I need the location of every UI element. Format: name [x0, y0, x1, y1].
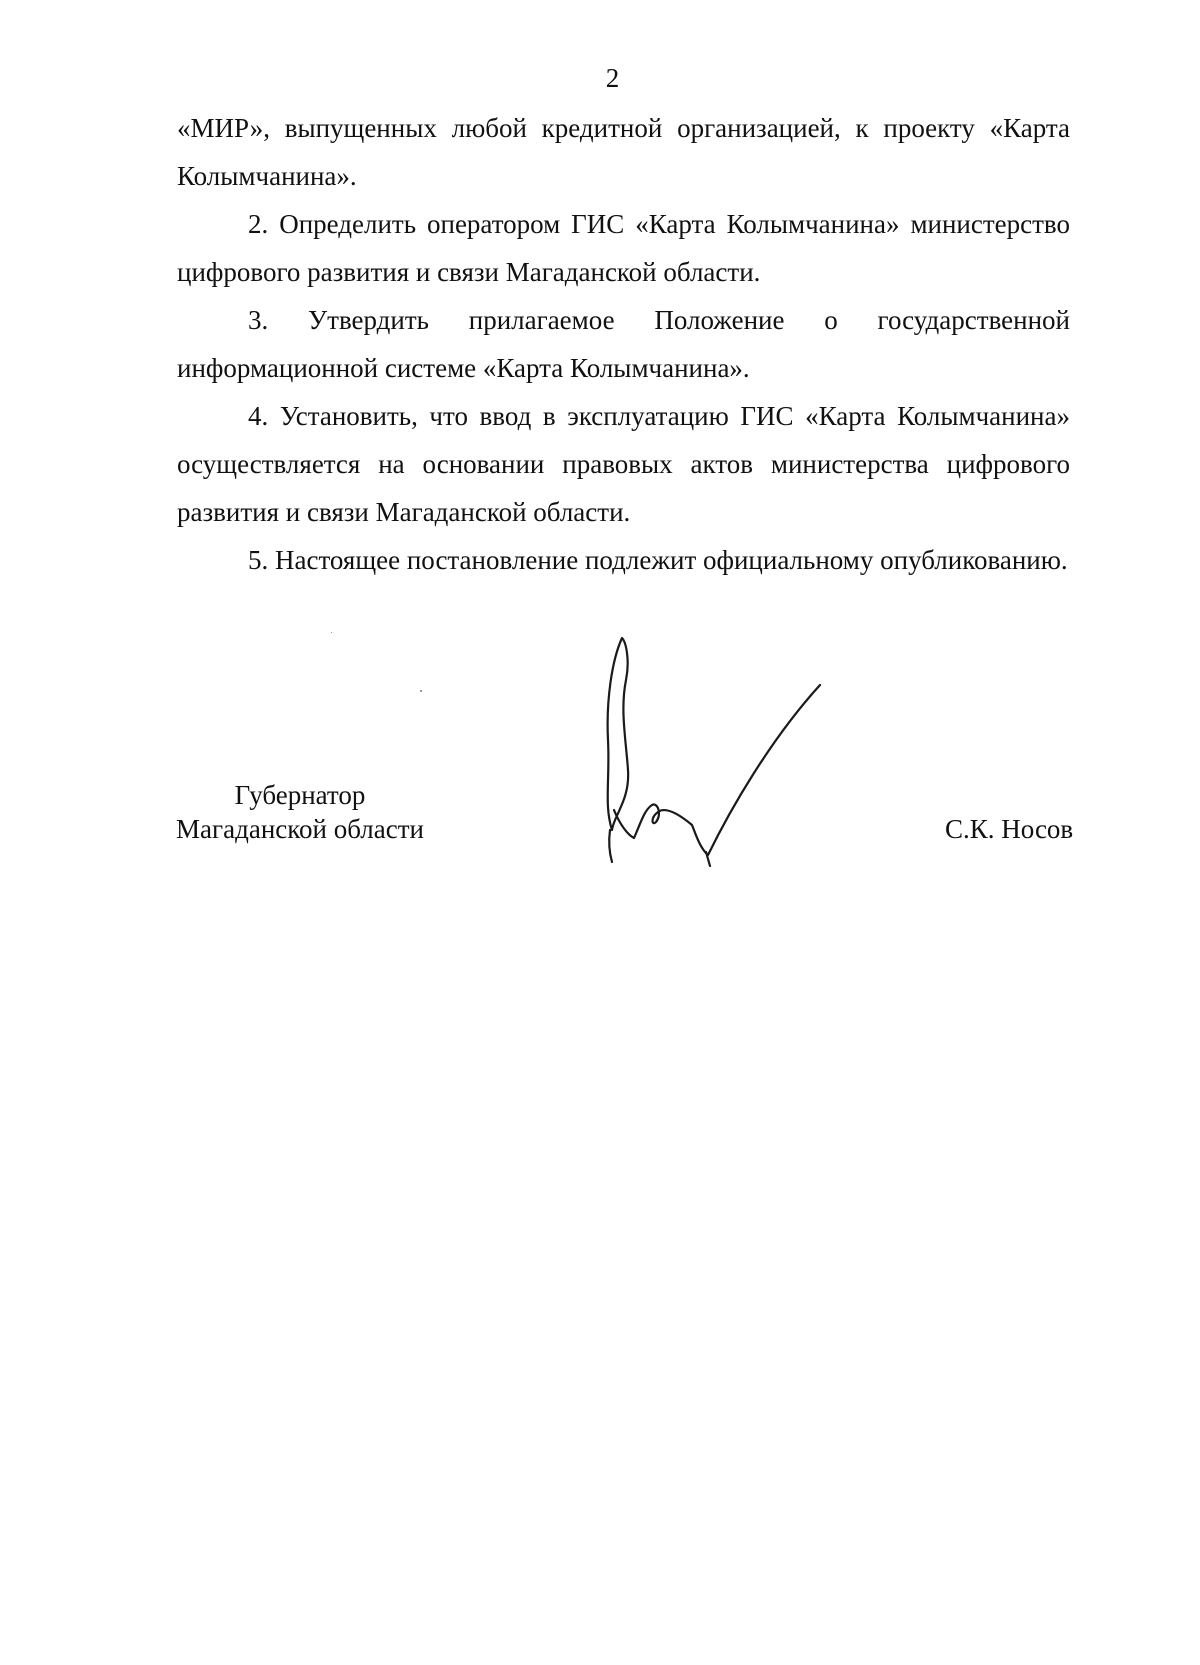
scan-speck: [331, 632, 332, 633]
paragraph-item-5: 5. Настоящее постановление подлежит официальному опубликованию.: [248, 545, 1068, 575]
signatory-title-line2: Магаданской области: [176, 814, 424, 844]
paragraph-continuation: «МИР», выпущенных любой кредитной организацией, к проекту «Карта Колымчанина».: [177, 113, 1070, 191]
signatory-title-line1: Губернатор: [234, 780, 366, 810]
paragraph-item-2: 2. Определить оператором ГИС «Карта Колымчанина» министерство цифрового развития и связи Магаданской области.: [177, 209, 1070, 287]
paragraph-item-3: 3. Утвердить прилагаемое Положение о государственной информационной системе «Карта Колымчанина».: [177, 305, 1070, 383]
handwritten-signature: [600, 630, 860, 870]
document-body: [177, 104, 1070, 584]
signatory-title: [150, 778, 450, 846]
paragraph-item-4: 4. Установить, что ввод в эксплуатацию ГИС «Карта Колымчанина» осуществляется на основании правовых актов министерства цифрового развития и связи Магаданской области.: [177, 401, 1070, 527]
scan-speck: [420, 690, 422, 692]
signatory-name: С.К. Носов: [945, 814, 1074, 844]
page-number: 2: [605, 63, 620, 93]
